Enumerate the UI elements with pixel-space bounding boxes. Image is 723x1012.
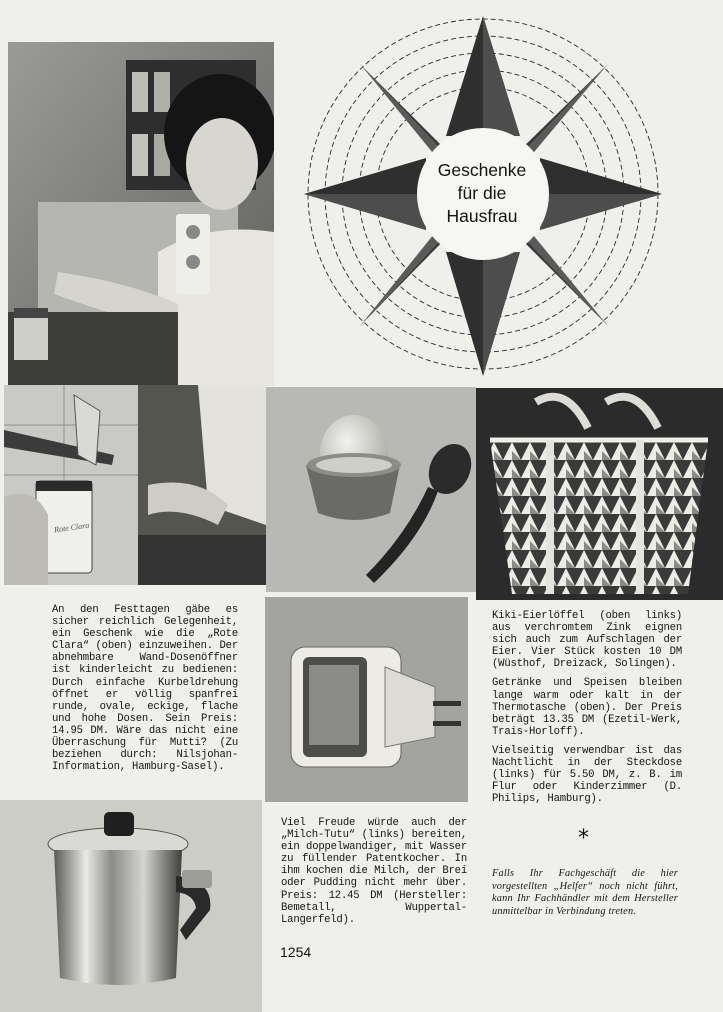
photo-thermo-bag xyxy=(476,388,723,600)
photo-can-opener-closeup xyxy=(4,385,138,585)
photo-night-light xyxy=(265,597,468,802)
caption-night-light: Vielseitig verwendbar ist das Nachtlicht in der Steckdose (links) für 5.50 DM, z. B. im Flur oder Kinderzimmer (D. Philips, Hamburg). xyxy=(492,744,682,806)
caption-right-column xyxy=(492,610,682,812)
caption-can-opener xyxy=(52,604,238,780)
photo-milk-cooker xyxy=(0,800,262,1012)
page-title xyxy=(417,133,547,253)
dealer-note xyxy=(492,868,678,925)
caption-thermo-bag: Getränke und Speisen bleiben lange warm oder kalt in der Thermotasche (oben). Der Preis beträgt 13.35 DM (Ezetil-Werk, Trais-Horloff). xyxy=(492,677,682,738)
page-number: 1254 xyxy=(280,944,312,960)
caption-can-opener-text: An den Festtagen gäbe es sicher reichlich Gelegenheit, ein Geschenk wie die „Rote Clara“ (oben) einzuweihen. Der abnehmbare Wand-Dosenöffner ist kinderleicht zu bedienen: Durch einfache Kurbeldrehung öffnet er völlig spanfrei runde, ovale, eckige, flache und hohe Dosen. Sein Preis: 14.95 DM. Wäre das nicht eine Überraschung für Mutti? (Zu beziehen durch: Nilsjohan-Information, Hamburg-Sasel). xyxy=(52,604,238,774)
title-line-1: Geschenke xyxy=(437,159,527,180)
can-label: Rote Clara xyxy=(53,520,90,535)
photo-woman-can-opener xyxy=(8,42,274,386)
caption-milk-cooker-text: Viel Freude würde auch der „Milch-Tutu“ (links) bereiten, ein doppelwandiger, mit Wasser zu füllender Patentkocher. In ihm kochen die Milch, der Brei oder Pudding nicht mehr über. Preis: 12.45 DM (Hersteller: Bemetall, Wuppertal-Langerfeld). xyxy=(281,817,467,926)
section-asterisk: * xyxy=(578,826,589,851)
title-line-2: für die xyxy=(457,182,507,203)
title-line-3: Hausfrau xyxy=(446,205,518,226)
photo-woman-lower xyxy=(138,385,266,585)
dealer-note-text: Falls Ihr Fachgeschäft die hier vorgestellten „Helfer“ noch nicht führt, kann Ihr Fachhändler mit dem Hersteller unmittelbar in Verbindung treten. xyxy=(492,868,678,917)
caption-milk-cooker xyxy=(281,817,467,933)
photo-egg-spoon xyxy=(266,387,476,592)
caption-egg-spoon: Kiki-Eierlöffel (oben links) aus verchromtem Zink eignen sich auch zum Aufschlagen der Eier. Vier Stück kosten 10 DM (Wüsthof, Dreizack, Solingen). xyxy=(492,610,682,671)
